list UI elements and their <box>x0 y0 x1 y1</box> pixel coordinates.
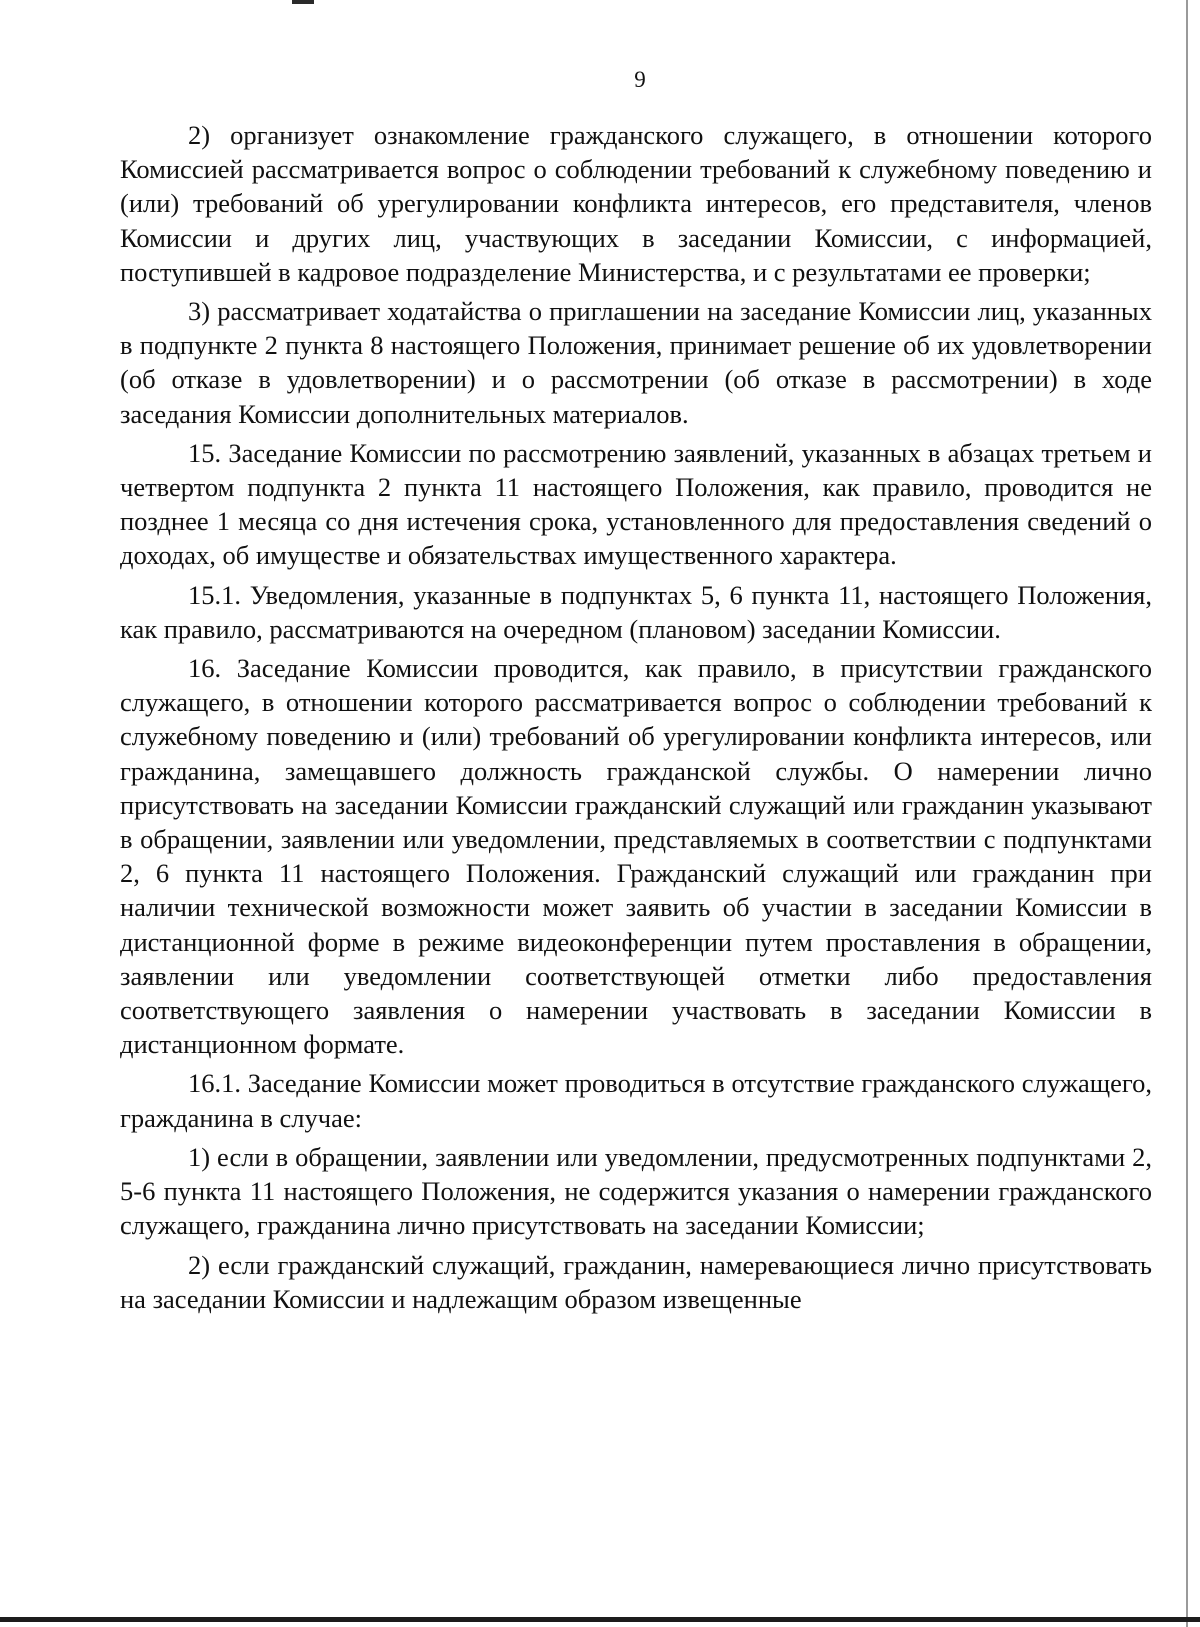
paragraph-case-2: 2) если гражданский служащий, гражданин, намеревающиеся лично присутствовать на заседании Комиссии и надлежащим образом извещенные <box>120 1249 1152 1314</box>
paragraph-subitem-2: 2) организует ознакомление гражданского служащего, в отношении которого Комиссией рассматривается вопрос о соблюдении требований к служебному поведению и (или) требований об урегулировании конфликта интересов, его представителя, членов Комиссии и других лиц, участвующих в заседании Комиссии, с информацией, поступившей в кадровое подразделение Министерства, и с результатами ее проверки; <box>120 120 1152 287</box>
paragraph-clause-16-1: 16.1. Заседание Комиссии может проводиться в отсутствие гражданского служащего, гражданина в случае: <box>120 1068 1152 1133</box>
scan-mark <box>292 0 314 4</box>
scan-bottom-edge <box>0 1617 1200 1622</box>
paragraph-clause-15-1: 15.1. Уведомления, указанные в подпунктах 5, 6 пункта 11, настоящего Положения, как правило, рассматриваются на очередном (плановом) заседании Комиссии. <box>120 579 1152 644</box>
paragraph-clause-16: 16. Заседание Комиссии проводится, как правило, в присутствии гражданского служащего, в отношении которого рассматривается вопрос о соблюдении требований к служебному поведению и (или) требований об урегулировании конфликта интересов, или гражданина, замещавшего должность гражданской службы. О намерении лично присутствовать на заседании Комиссии гражданский служащий или гражданин указывают в обращении, заявлении или уведомлении, представляемых в соответствии с подпунктами 2, 6 пункта 11 настоящего Положения. Гражданский служащий или гражданин при наличии технической возможности может заявить об участии в заседании Комиссии в дистанционной форме в режиме видеоконференции путем проставления в обращении, заявлении или уведомлении соответствующей отметки либо предоставления соответствующего заявления о намерении участвовать в заседании Комиссии в дистанционном формате. <box>120 653 1152 1060</box>
paragraph-clause-15: 15. Заседание Комиссии по рассмотрению заявлений, указанных в абзацах третьем и четвертом подпункта 2 пункта 11 настоящего Положения, как правило, проводится не позднее 1 месяца со дня истечения срока, установленного для предоставления сведений о доходах, об имуществе и обязательствах имущественного характера. <box>120 437 1152 571</box>
page-edge <box>1186 0 1188 1627</box>
page-number: 9 <box>634 67 646 92</box>
paragraph-subitem-3: 3) рассматривает ходатайства о приглашении на заседание Комиссии лиц, указанных в подпункте 2 пункта 8 настоящего Положения, принимает решение об их удовлетворении (об отказе в удовлетворении) и о рассмотрении (об отказе в рассмотрении) в ходе заседания Комиссии дополнительных материалов. <box>120 296 1152 429</box>
document-body <box>120 118 1152 1316</box>
paragraph-case-1: 1) если в обращении, заявлении или уведомлении, предусмотренных подпунктами 2, 5-6 пункта 11 настоящего Положения, не содержится указания о намерении гражданского служащего, гражданина лично присутствовать на заседании Комиссии; <box>120 1141 1152 1241</box>
